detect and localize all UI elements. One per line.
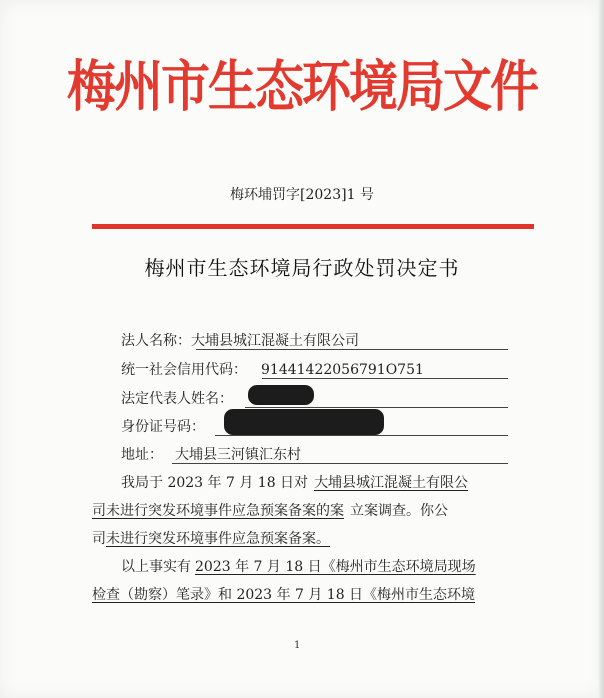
document-title: 梅州市生态环境局行政处罚决定书 — [144, 256, 460, 280]
redacted-name — [248, 385, 314, 405]
rep-row — [121, 388, 233, 408]
paragraph-1-line-1 — [121, 472, 468, 492]
underlined-run: 司未进行突发环境事件应急预案备案的案 — [92, 503, 344, 519]
address-value: 大埔县三河镇汇东村 — [175, 447, 301, 463]
underlined-run: 未进行突发环境事件应急预案备案。 — [106, 531, 330, 547]
paragraph-1-line-2 — [92, 500, 448, 520]
red-rule — [92, 224, 534, 229]
document-header: 梅州市生态环境局文件 — [66, 55, 537, 119]
paragraph-1-line-3 — [92, 528, 330, 548]
address-row — [121, 444, 301, 464]
text-run: 以上事实有 — [121, 559, 191, 575]
credit-code-underline — [262, 378, 508, 379]
legal-name-label: 法人名称： — [121, 333, 191, 349]
legal-name-underline — [196, 349, 508, 350]
legal-name-row — [121, 330, 359, 350]
credit-code-label: 统一社会信用代码： — [121, 362, 247, 378]
rep-label: 法定代表人姓名： — [121, 391, 233, 407]
credit-code-row — [121, 359, 424, 379]
underlined-run: 检查（勘察）笔录》和 2023 年 7 月 18 日《梅州市生态环境 — [92, 587, 476, 603]
paragraph-2-line-2 — [92, 584, 475, 604]
text-run: 司 — [92, 531, 106, 547]
underlined-run: 2023 年 7 月 18 日《梅州市生态环境局现场 — [195, 559, 476, 575]
id-label: 身份证号码： — [121, 419, 205, 435]
underlined-run: 大埔县城江混凝土有限公 — [314, 475, 469, 491]
rep-underline — [245, 407, 508, 408]
legal-name-value: 大埔县城江混凝土有限公司 — [191, 333, 359, 349]
address-label: 地址： — [121, 447, 163, 463]
credit-code-value: 91441422056791O751 — [261, 362, 424, 378]
page-number: 1 — [294, 640, 301, 651]
document-number: 梅环埔罚字[2023]1 号 — [230, 187, 374, 203]
id-underline — [215, 435, 508, 436]
address-underline — [172, 463, 508, 464]
text-run: 立案调查。你公 — [350, 503, 448, 519]
text-run: 我局于 2023 年 7 月 18 日对 — [121, 475, 309, 491]
paragraph-2-line-1 — [121, 556, 476, 576]
id-row — [121, 416, 205, 436]
redacted-id — [224, 409, 384, 435]
